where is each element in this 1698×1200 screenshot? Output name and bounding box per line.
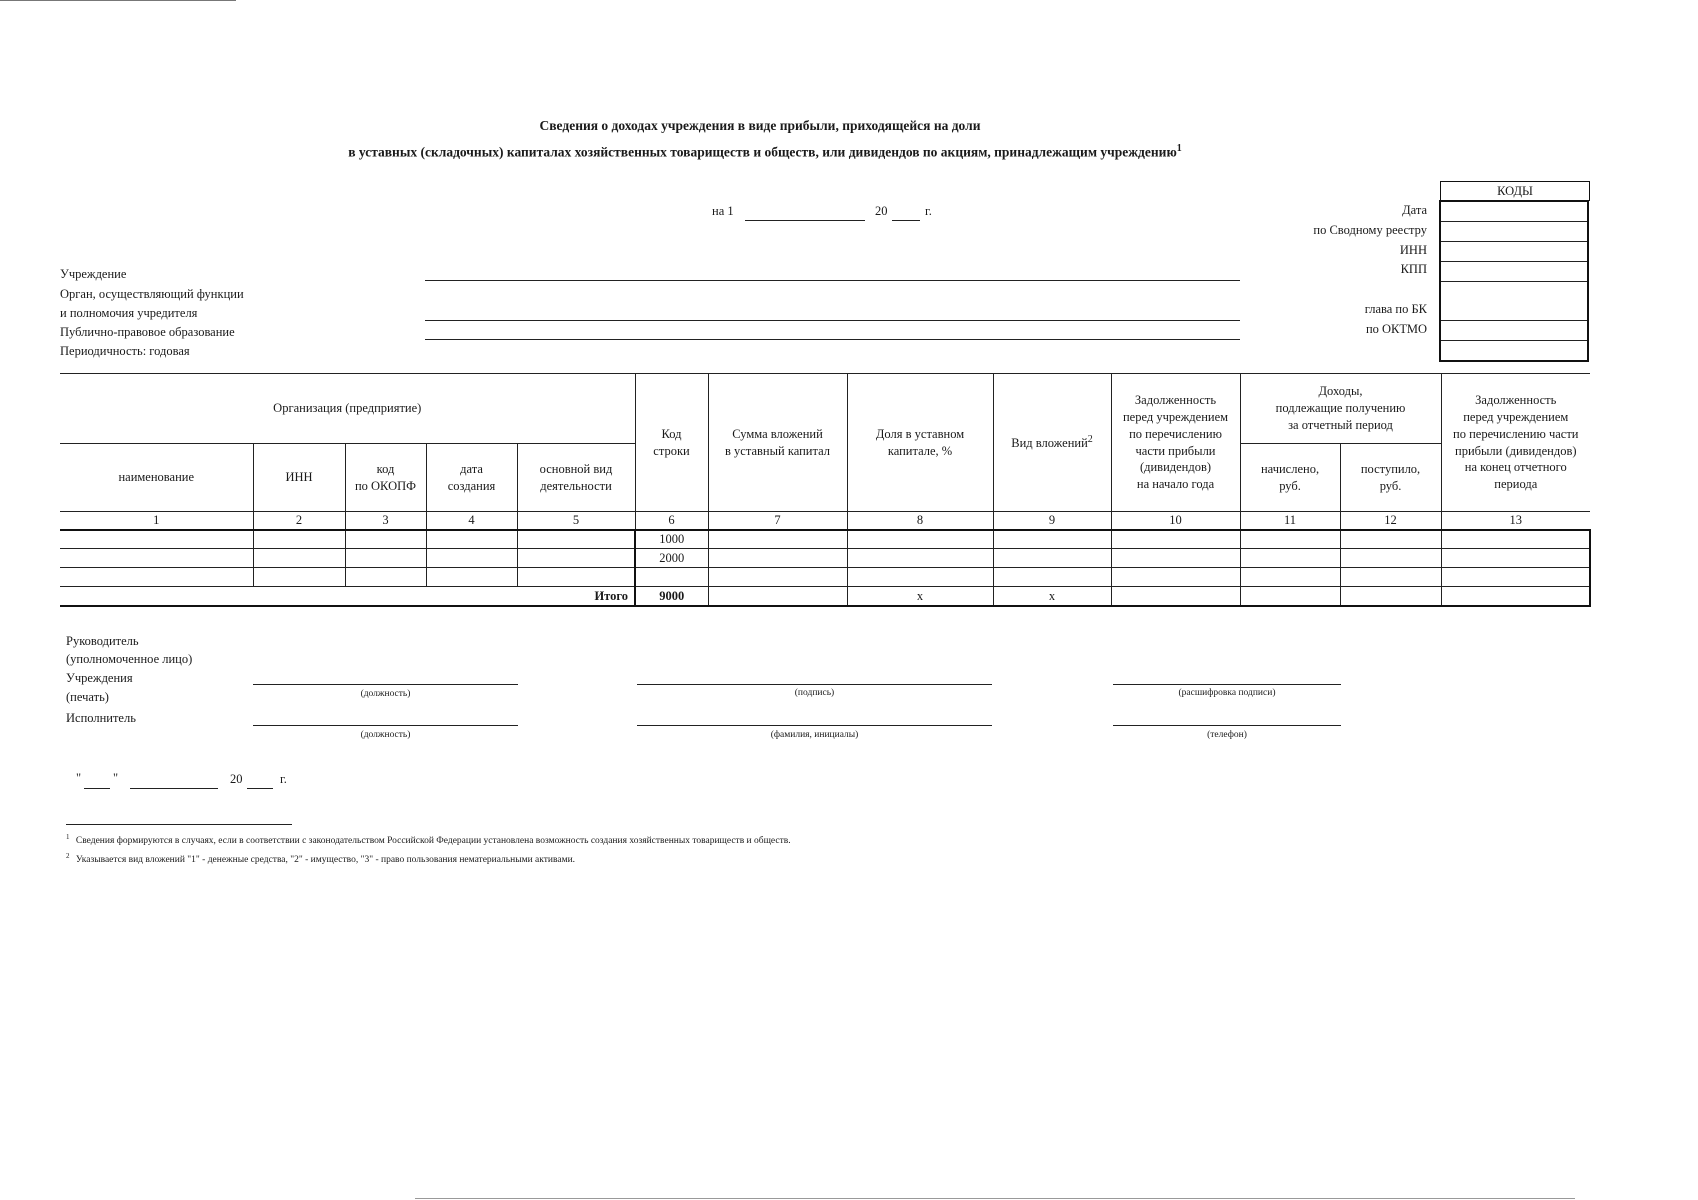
footnote-2-text: Указывается вид вложений "1" - денежные средства, "2" - имущество, "3" - право пользования нематериальными активами. — [75, 855, 576, 866]
col-org-group: Организация (предприятие) — [60, 374, 635, 444]
footnote-2 — [66, 852, 575, 865]
bottom-date-month-line — [130, 788, 218, 789]
col-debt-start — [1111, 374, 1240, 512]
col-created-1: дата — [460, 461, 483, 476]
field-founder-1: Орган, осуществляющий функции — [60, 287, 244, 301]
cell-row-code — [635, 568, 708, 587]
code-cell-oktmo — [1441, 321, 1587, 341]
col-invest — [708, 374, 847, 512]
sig-position-caption: (должность) — [360, 689, 411, 699]
total-debt-end — [1441, 587, 1590, 606]
form-title-line1: Сведения о доходах учреждения в виде прибыли, приходящейся на доли — [539, 118, 981, 133]
scan-edge-bottom — [415, 1198, 1575, 1199]
cell-accrued — [1240, 568, 1340, 587]
code-cell-kpp — [1441, 262, 1587, 282]
cell-received — [1340, 549, 1441, 568]
col-number-6: 6 — [635, 512, 708, 530]
table-row — [60, 549, 1590, 568]
footnote-separator — [66, 824, 292, 825]
code-label-inn: ИНН — [1399, 243, 1427, 257]
code-label-bk: глава по БК — [1364, 302, 1427, 316]
cell-activity — [517, 549, 635, 568]
total-accrued — [1240, 587, 1340, 606]
col-created — [426, 444, 517, 512]
bottom-date-year-prefix: 20 — [230, 772, 243, 786]
cell-row-code: 1000 — [635, 530, 708, 549]
codes-header: КОДЫ — [1440, 181, 1590, 201]
cell-inn — [253, 568, 345, 587]
col-code — [635, 374, 708, 512]
footnote-1-number: 1 — [66, 833, 70, 841]
col-income-2: подлежащие получению — [1275, 401, 1406, 416]
col-debt-end-5: на конец отчетного — [1464, 460, 1567, 475]
sig-decoding-line — [1113, 684, 1341, 685]
cell-debt-start — [1111, 568, 1240, 587]
code-cell-registry — [1441, 222, 1587, 242]
date-year-line — [892, 220, 920, 221]
col-code-1: Код — [661, 426, 682, 441]
sig-decoding-caption: (расшифровка подписи) — [1178, 688, 1276, 698]
code-label-oktmo: по ОКТМО — [1365, 322, 1427, 336]
bottom-date-day-line — [84, 788, 110, 789]
exec-phone-caption: (телефон) — [1207, 730, 1247, 740]
cell-activity — [517, 568, 635, 587]
cell-invest — [708, 530, 847, 549]
col-created-2: создания — [447, 478, 496, 493]
sig-executor: Исполнитель — [66, 711, 136, 725]
code-label-date: Дата — [1402, 203, 1427, 217]
col-income-1: Доходы, — [1318, 384, 1363, 399]
income-table — [60, 373, 1591, 607]
col-number-11: 11 — [1240, 512, 1340, 530]
code-cell-inn — [1441, 242, 1587, 262]
col-debt-end-1: Задолженность — [1475, 392, 1557, 407]
cell-invest — [708, 549, 847, 568]
col-debt-start-2: перед учреждением — [1122, 409, 1229, 424]
col-activity-2: деятельности — [540, 478, 612, 493]
col-number-7: 7 — [708, 512, 847, 530]
sig-signature-caption: (подпись) — [794, 688, 835, 698]
field-periodicity: Периодичность: годовая — [60, 344, 190, 358]
col-name: наименование — [60, 444, 253, 512]
col-activity — [517, 444, 635, 512]
cell-invest — [708, 568, 847, 587]
footnote-1 — [66, 833, 791, 846]
cell-created — [426, 549, 517, 568]
col-debt-start-5: (дивидендов) — [1139, 460, 1212, 475]
col-activity-1: основной вид — [539, 461, 613, 476]
col-debt-end — [1441, 374, 1590, 512]
cell-type — [993, 568, 1111, 587]
col-debt-start-4: части прибыли — [1135, 443, 1216, 458]
col-received — [1340, 444, 1441, 512]
code-cell-date — [1441, 202, 1587, 222]
col-share — [847, 374, 993, 512]
col-number-10: 10 — [1111, 512, 1240, 530]
exec-position-line — [253, 725, 518, 726]
total-row — [60, 587, 1590, 606]
total-invest — [708, 587, 847, 606]
cell-received — [1340, 568, 1441, 587]
col-number-12: 12 — [1340, 512, 1441, 530]
col-received-1: поступило, — [1360, 461, 1421, 476]
col-okopf — [345, 444, 426, 512]
table-row — [60, 568, 1590, 587]
col-invest-2: в уставный капитал — [725, 443, 830, 458]
cell-debt-end — [1441, 568, 1590, 587]
cell-debt-start — [1111, 549, 1240, 568]
exec-position-caption: (должность) — [360, 730, 411, 740]
cell-name — [60, 549, 253, 568]
form-title-line2 — [0, 143, 1530, 161]
col-share-2: капитале, % — [887, 443, 953, 458]
col-debt-start-3: по перечислению — [1129, 426, 1222, 441]
date-day-month-line — [745, 220, 865, 221]
cell-created — [426, 568, 517, 587]
public-entity-line — [425, 339, 1240, 340]
cell-debt-end — [1441, 530, 1590, 549]
cell-name — [60, 530, 253, 549]
col-accrued-1: начислено, — [1260, 461, 1320, 476]
cell-received — [1340, 530, 1441, 549]
cell-type — [993, 549, 1111, 568]
col-okopf-1: код — [376, 461, 395, 476]
col-debt-end-6: периода — [1494, 477, 1538, 492]
total-code: 9000 — [635, 587, 708, 606]
cell-okopf — [345, 530, 426, 549]
founder-line — [425, 320, 1240, 321]
field-public-entity: Публично-правовое образование — [60, 325, 235, 339]
field-founder-2: и полномочия учредителя — [60, 306, 198, 320]
code-label-registry: по Сводному реестру — [1313, 223, 1427, 237]
cell-inn — [253, 549, 345, 568]
date-year-suffix: г. — [925, 204, 932, 218]
col-okopf-2: по ОКОПФ — [354, 478, 417, 493]
exec-fio-caption: (фамилия, инициалы) — [770, 730, 859, 740]
code-cell-bk — [1441, 282, 1587, 321]
cell-accrued — [1240, 530, 1340, 549]
field-institution: Учреждение — [60, 267, 127, 281]
cell-share — [847, 549, 993, 568]
bottom-date-year-suffix: г. — [280, 772, 287, 786]
total-share: x — [847, 587, 993, 606]
cell-debt-end — [1441, 549, 1590, 568]
col-accrued-2: руб. — [1279, 478, 1301, 493]
col-number-3: 3 — [345, 512, 426, 530]
cell-okopf — [345, 549, 426, 568]
sig-head-2: (уполномоченное лицо) — [66, 652, 193, 666]
institution-line — [425, 280, 1240, 281]
col-inn: ИНН — [253, 444, 345, 512]
footnote-ref-2: 2 — [1087, 433, 1093, 445]
col-number-5: 5 — [517, 512, 635, 530]
codes-box — [1439, 200, 1589, 362]
col-invest-1: Сумма вложений — [732, 426, 823, 441]
col-income-3: за отчетный период — [1288, 417, 1393, 432]
bottom-date-quote-open: " — [76, 771, 82, 785]
bottom-date-year-line — [247, 788, 273, 789]
total-type: x — [993, 587, 1111, 606]
sig-head-1: Руководитель — [66, 634, 139, 648]
cell-activity — [517, 530, 635, 549]
sig-inst-2: (печать) — [66, 690, 109, 704]
cell-okopf — [345, 568, 426, 587]
col-number-4: 4 — [426, 512, 517, 530]
form-title-line2-text: в уставных (складочных) капиталах хозяйственных товариществ и обществ, или дивидендов по акциям, принадлежащим учреждению — [348, 144, 1177, 160]
footnote-1-text: Сведения формируются в случаях, если в соответствии с законодательством Российской Федерации установлена возможность создания хозяйственных товариществ и обществ. — [75, 836, 791, 847]
cell-share — [847, 530, 993, 549]
column-numbers-row — [60, 512, 1590, 530]
col-debt-start-1: Задолженность — [1134, 392, 1217, 407]
table-row — [60, 530, 1590, 549]
sig-signature-line — [637, 684, 992, 685]
col-debt-start-6: на начало года — [1136, 477, 1215, 492]
cell-inn — [253, 530, 345, 549]
scan-edge-top — [0, 0, 236, 1]
col-type-text: Вид вложений — [1011, 436, 1088, 451]
bottom-date-quote-close: " — [113, 771, 119, 785]
code-label-kpp: КПП — [1400, 262, 1427, 276]
col-share-1: Доля в уставном — [875, 426, 965, 441]
cell-created — [426, 530, 517, 549]
col-number-1: 1 — [60, 512, 253, 530]
col-debt-end-4: прибыли (дивидендов) — [1455, 443, 1577, 458]
total-label: Итого — [60, 587, 635, 606]
cell-share — [847, 568, 993, 587]
exec-phone-line — [1113, 725, 1341, 726]
date-year-prefix: 20 — [875, 204, 888, 218]
total-received — [1340, 587, 1441, 606]
footnote-ref-1: 1 — [1176, 143, 1182, 154]
col-income-group — [1240, 374, 1441, 444]
sig-position-line — [253, 684, 518, 685]
col-number-13: 13 — [1441, 512, 1590, 530]
cell-accrued — [1240, 549, 1340, 568]
footnote-2-number: 2 — [66, 852, 70, 860]
cell-row-code: 2000 — [635, 549, 708, 568]
col-type — [993, 374, 1111, 512]
col-received-2: руб. — [1379, 478, 1402, 493]
cell-debt-start — [1111, 530, 1240, 549]
date-prefix: на 1 — [712, 204, 734, 218]
cell-type — [993, 530, 1111, 549]
exec-fio-line — [637, 725, 992, 726]
total-debt-start — [1111, 587, 1240, 606]
col-number-8: 8 — [847, 512, 993, 530]
col-code-2: строки — [653, 443, 690, 458]
col-accrued — [1240, 444, 1340, 512]
sig-inst-1: Учреждения — [66, 671, 133, 685]
cell-name — [60, 568, 253, 587]
col-number-9: 9 — [993, 512, 1111, 530]
col-debt-end-3: по перечислению части — [1453, 426, 1579, 441]
col-number-2: 2 — [253, 512, 345, 530]
col-debt-end-2: перед учреждением — [1463, 409, 1569, 424]
